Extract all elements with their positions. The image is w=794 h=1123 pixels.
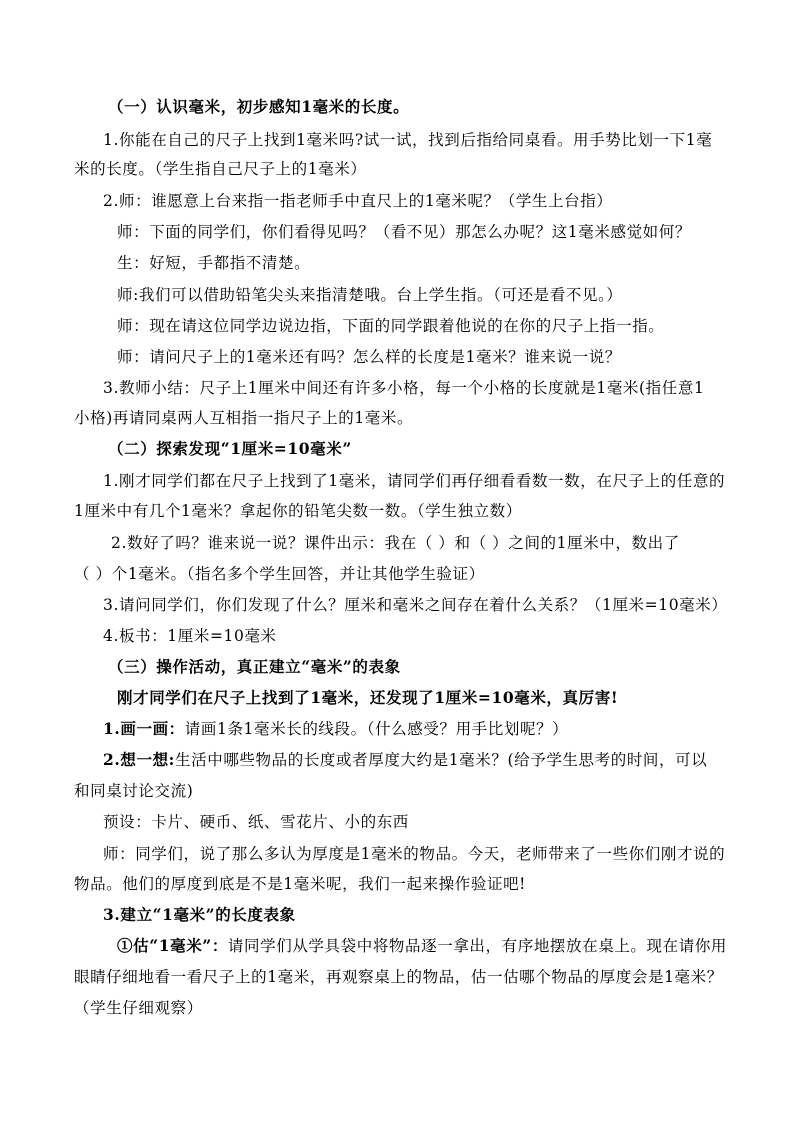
step-heading: 3.建立“1毫米”的长度表象 <box>103 905 296 924</box>
dialogue-line: 师：下面的同学们，你们看得见吗？（看不见）那怎么办呢？这1毫米感觉如何？ <box>117 223 691 241</box>
paragraph-line: 1厘米中有几个1毫米？拿起你的铅笔尖数一数。（学生独立数） <box>74 502 522 520</box>
dialogue-line: 生：好短，手都指不清楚。 <box>117 254 311 272</box>
paragraph-line: 1.你能在自己的尺子上找到1毫米吗?试一试，找到后指给同桌看。用手势比划一下1毫 <box>103 131 713 149</box>
paragraph-line: （ ）个1毫米。（指名多个学生回答，并让其他学生验证） <box>74 565 485 583</box>
paragraph-line: 2.师：谁愿意上台来指一指老师手中直尺上的1毫米呢？（学生上台指） <box>103 192 613 210</box>
step-text: 请同学们从学具袋中将物品逐一拿出，有序地摆放在桌上。现在请你用 <box>227 937 728 955</box>
paragraph-line: 物品。他们的厚度到底是不是1毫米呢，我们一起来操作验证吧! <box>74 875 526 893</box>
dialogue-line: 师：现在请这位同学边说边指，下面的同学跟着他说的在你的尺子上指一指。 <box>117 317 665 335</box>
step-text: 生活中哪些物品的长度或者厚度大约是1毫米？(给予学生思考的时间，可以 <box>175 751 708 769</box>
paragraph-line: 2.数好了吗？谁来说一说？课件出示：我在（ ）和（ ）之间的1厘米中，数出了 <box>111 534 680 552</box>
paragraph-line: 和同桌讨论交流) <box>74 782 194 800</box>
paragraph-line <box>117 936 727 956</box>
paragraph-line: 眼睛仔细地看一看尺子上的1毫米，再观察桌上的物品，估一估哪个物品的厚度会是1毫米？ <box>74 968 723 986</box>
paragraph-line: 米的长度。（学生指自己尺子上的1毫米） <box>74 160 367 178</box>
section-heading-3: （三）操作活动，真正建立“毫米”的表象 <box>108 657 401 676</box>
dialogue-line: 师：请问尺子上的1毫米还有吗？怎么样的长度是1毫米？谁来说一说？ <box>117 348 621 366</box>
paragraph-line: 1.刚才同学们都在尺子上找到了1毫米，请同学们再仔细看看数一数，在尺子上的任意的 <box>103 472 726 490</box>
paragraph-line: 3.教师小结：尺子上1厘米中间还有许多小格，每一个小格的长度就是1毫米(指任意1 <box>103 379 705 397</box>
step-label: 2.想一想: <box>103 750 176 769</box>
paragraph-line <box>103 719 568 739</box>
step-label: ①估“1毫米”： <box>117 936 228 955</box>
paragraph-line: 3.请问同学们，你们发现了什么？厘米和毫米之间存在着什么关系？（1厘米=10毫米） <box>103 596 728 614</box>
paragraph-line: 预设：卡片、硬币、纸、雪花片、小的东西 <box>103 813 409 831</box>
dialogue-line: 师:我们可以借助铅笔尖头来指清楚哦。台上学生指。（可还是看不见。） <box>117 286 623 304</box>
paragraph-line <box>103 750 707 770</box>
emphasis-line: 刚才同学们在尺子上找到了1毫米，还发现了1厘米=10毫米，真厉害! <box>117 688 619 707</box>
step-label: 1.画一画： <box>103 719 185 738</box>
paragraph-line: 师：同学们，说了那么多认为厚度是1毫米的物品。今天，老师带来了一些你们刚才说的 <box>103 845 726 863</box>
step-text: 请画1条1毫米长的线段。（什么感受？用手比划呢？） <box>184 720 569 738</box>
section-heading-2: （二）探索发现“1厘米=10毫米” <box>108 439 352 458</box>
section-heading-1: （一）认识毫米，初步感知1毫米的长度。 <box>108 97 410 116</box>
paragraph-line: （学生仔细观察） <box>74 999 203 1017</box>
paragraph-line: 小格)再请同桌两人互相指一指尺子上的1毫米。 <box>74 409 414 427</box>
paragraph-line: 4.板书：1厘米=10毫米 <box>103 627 277 645</box>
